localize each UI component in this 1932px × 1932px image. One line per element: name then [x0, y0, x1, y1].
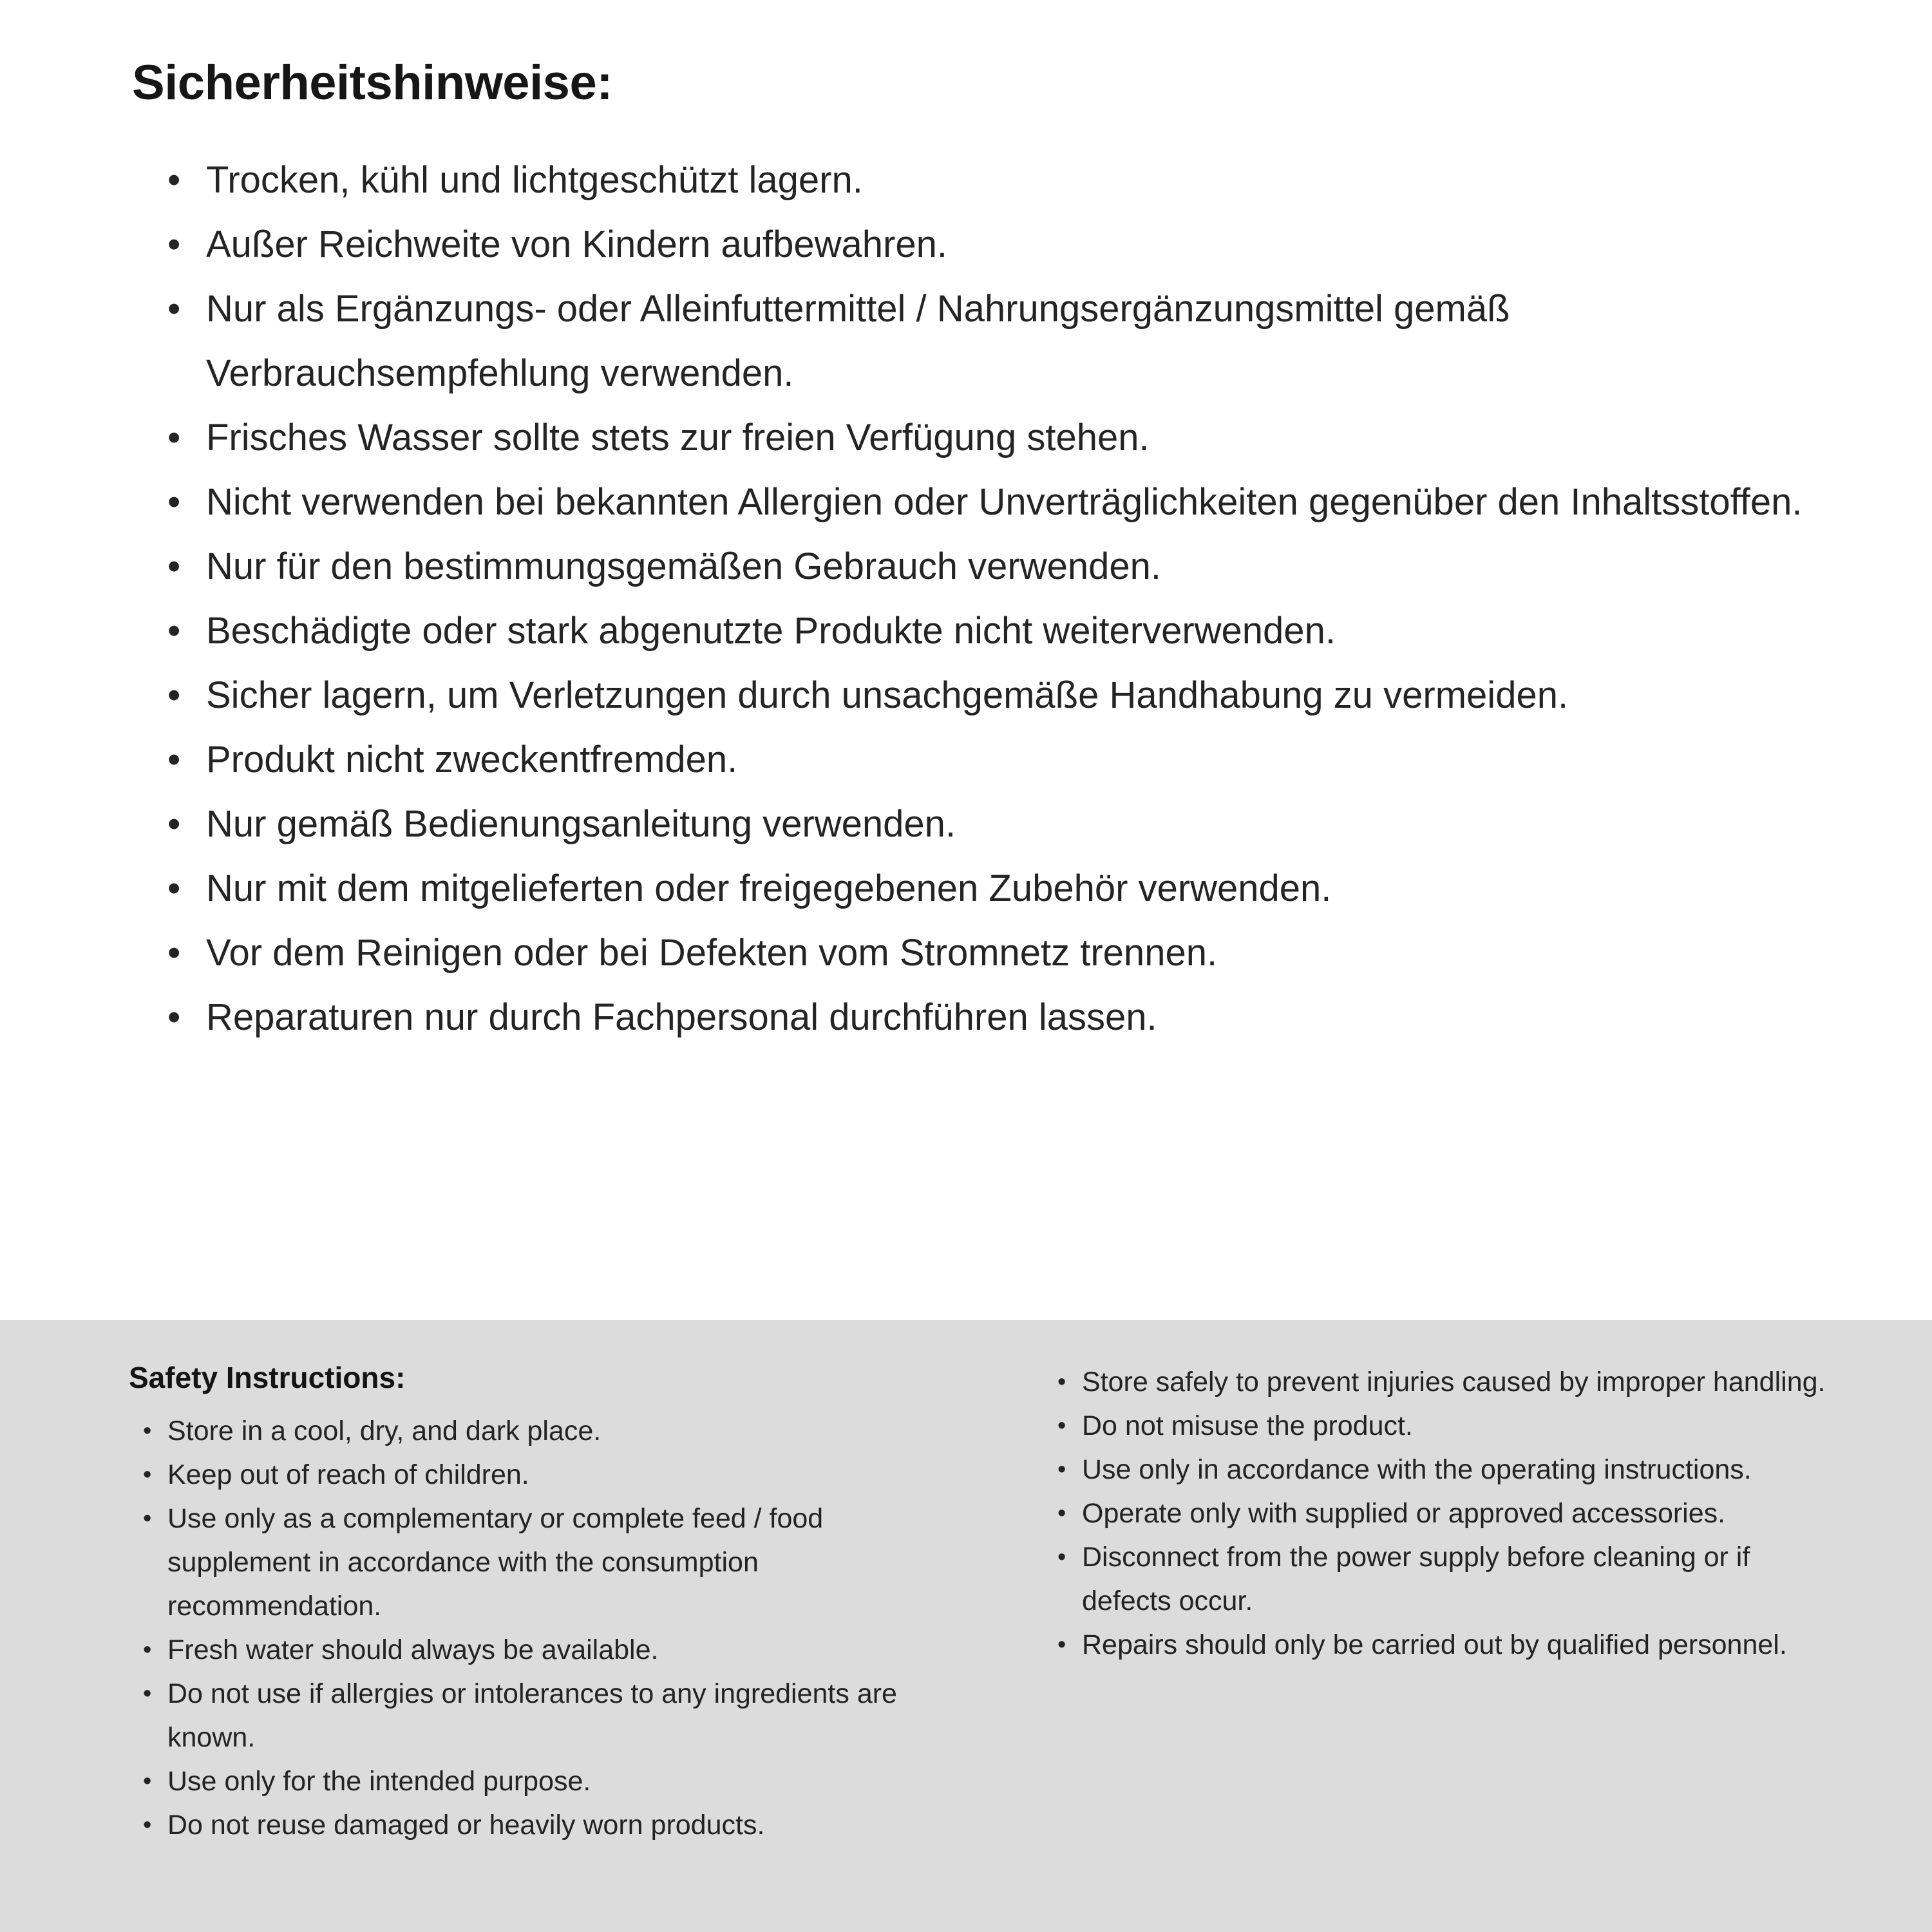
list-item: • Nur als Ergänzungs- oder Alleinfuttermittel / Nahrungsergänzungsmittel gemäß Verbrauchsempfehlung verwenden. [167, 277, 1816, 406]
list-item: • Do not use if allergies or intolerances to any ingredients are known. [143, 1672, 953, 1759]
list-item: • Nur für den bestimmungsgemäßen Gebrauch verwenden. [167, 535, 1816, 599]
english-right-column [1043, 1360, 1829, 1906]
list-item: • Store safely to prevent injuries caused by improper handling. [1057, 1360, 1829, 1404]
list-item: • Store in a cool, dry, and dark place. [143, 1409, 953, 1453]
list-item: • Use only for the intended purpose. [143, 1759, 953, 1803]
list-item: • Do not reuse damaged or heavily worn products. [143, 1803, 953, 1847]
english-safety-section [0, 1320, 1932, 1932]
german-safety-list [132, 148, 1816, 1050]
list-item: • Disconnect from the power supply before cleaning or if defects occur. [1057, 1535, 1829, 1623]
german-section-title: Sicherheitshinweise: [132, 55, 613, 110]
list-item: • Reparaturen nur durch Fachpersonal durchführen lassen. [167, 985, 1816, 1050]
list-item: • Use only as a complementary or complete feed / food supplement in accordance with the consumption recommendation. [143, 1497, 953, 1628]
list-item: • Nicht verwenden bei bekannten Allergien oder Unverträglichkeiten gegenüber den Inhaltsstoffen. [167, 470, 1816, 535]
list-item: • Nur gemäß Bedienungsanleitung verwenden. [167, 792, 1816, 857]
list-item: • Keep out of reach of children. [143, 1453, 953, 1497]
english-safety-list-right [1043, 1360, 1829, 1667]
english-safety-list-left [129, 1409, 953, 1847]
list-item: • Beschädigte oder stark abgenutzte Produkte nicht weiterverwenden. [167, 599, 1816, 663]
list-item: • Operate only with supplied or approved accessories. [1057, 1492, 1829, 1535]
list-item: • Vor dem Reinigen oder bei Defekten vom Stromnetz trennen. [167, 921, 1816, 985]
list-item: • Repairs should only be carried out by qualified personnel. [1057, 1623, 1829, 1667]
english-left-column [129, 1360, 953, 1906]
list-item: • Use only in accordance with the operating instructions. [1057, 1448, 1829, 1492]
list-item: • Sicher lagern, um Verletzungen durch unsachgemäße Handhabung zu vermeiden. [167, 663, 1816, 728]
list-item: • Do not misuse the product. [1057, 1404, 1829, 1448]
list-item: • Außer Reichweite von Kindern aufbewahren. [167, 213, 1816, 277]
list-item: • Frisches Wasser sollte stets zur freien Verfügung stehen. [167, 406, 1816, 470]
list-item: • Trocken, kühl und lichtgeschützt lagern. [167, 148, 1816, 213]
list-item: • Fresh water should always be available. [143, 1628, 953, 1672]
list-item: • Nur mit dem mitgelieferten oder freigegebenen Zubehör verwenden. [167, 857, 1816, 921]
list-item: • Produkt nicht zweckentfremden. [167, 728, 1816, 792]
english-section-title: Safety Instructions: [129, 1361, 406, 1394]
